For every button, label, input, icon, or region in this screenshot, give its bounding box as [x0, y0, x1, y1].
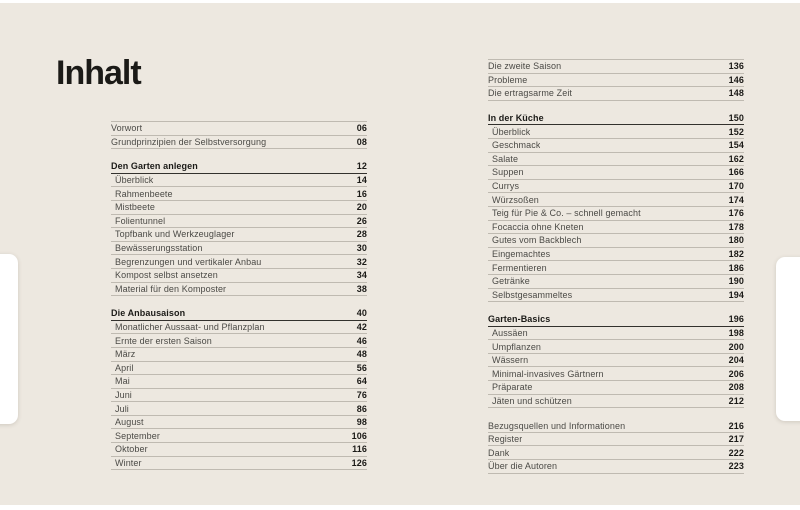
toc-entry-page: 30 [356, 243, 367, 254]
toc-entry-label: Getränke [492, 276, 530, 287]
toc-entry-label: Winter [115, 457, 142, 468]
toc-entry-page: 32 [356, 256, 367, 267]
toc-entry-label: Register [488, 434, 523, 445]
toc-entry [111, 375, 367, 389]
toc-entry-page: 64 [356, 376, 367, 387]
toc-entry [111, 389, 367, 403]
toc-entry-label: Wässern [492, 355, 529, 366]
toc-entry-label: Monatlicher Aussaat- und Pflanzplan [115, 322, 265, 333]
toc-entry-page: 38 [356, 283, 367, 294]
toc-entry-label: Bewässerungsstation [115, 243, 203, 254]
toc-entry-label: Minimal-invasives Gärtnern [492, 368, 604, 379]
toc-entry-page: 212 [728, 395, 744, 406]
toc-entry-label: Geschmack [492, 140, 541, 151]
toc-entry [488, 275, 744, 289]
toc-entry-page: 146 [728, 74, 744, 85]
toc-entry [488, 367, 744, 381]
toc-entry-page: 16 [356, 188, 367, 199]
toc-entry-page: 150 [728, 113, 744, 124]
toc-entry-label: Umpflanzen [492, 341, 542, 352]
toc-entry-page: 136 [728, 61, 744, 72]
toc-entry-page: 42 [356, 322, 367, 333]
toc-entry-page: 26 [356, 215, 367, 226]
toc-entry-label: Salate [492, 153, 519, 164]
toc-group [488, 112, 744, 302]
toc-section-header [488, 112, 744, 126]
toc-entry-page: 178 [728, 221, 744, 232]
toc-entry [488, 248, 744, 262]
page-turn-left-tab[interactable] [0, 254, 18, 424]
toc-entry-label: Die Anbausaison [111, 308, 186, 319]
toc-group [111, 307, 367, 470]
page-title: Inhalt [56, 54, 141, 92]
toc-entry [488, 180, 744, 194]
toc-entry-page: 222 [728, 447, 744, 458]
toc-entry-page: 20 [356, 202, 367, 213]
toc-entry [488, 327, 744, 341]
toc-entry-label: Überblick [492, 126, 531, 137]
toc-entry-page: 48 [356, 349, 367, 360]
toc-entry-label: Eingemachtes [492, 249, 551, 260]
toc-entry [488, 74, 744, 88]
toc-entry-label: Dank [488, 447, 510, 458]
toc-entry-label: Selbstgesammeltes [492, 289, 573, 300]
toc-entry-page: 152 [728, 126, 744, 137]
toc-entry-page: 204 [728, 355, 744, 366]
toc-entry [111, 255, 367, 269]
toc-entry [488, 433, 744, 447]
toc-entry-page: 186 [728, 262, 744, 273]
toc-entry [488, 289, 744, 303]
page-turn-right-tab[interactable] [776, 257, 800, 421]
toc-section-header [488, 313, 744, 327]
toc-entry-page: 196 [728, 314, 744, 325]
toc-entry-page: 180 [728, 235, 744, 246]
toc-entry-label: Die zweite Saison [488, 61, 562, 72]
toc-entry [111, 174, 367, 188]
toc-entry-page: 170 [728, 181, 744, 192]
toc-entry-page: 08 [356, 136, 367, 147]
toc-entry [111, 416, 367, 430]
toc-entry [488, 354, 744, 368]
toc-entry-label: Juli [115, 403, 129, 414]
toc-group [111, 122, 367, 149]
toc-entry [488, 139, 744, 153]
toc-entry-page: 148 [728, 88, 744, 99]
toc-entry [488, 60, 744, 74]
toc-entry-label: Aussäen [492, 327, 528, 338]
toc-entry-page: 198 [728, 327, 744, 338]
toc-entry-label: Über die Autoren [488, 461, 558, 472]
toc-entry-label: September [115, 430, 160, 441]
toc-entry [488, 381, 744, 395]
toc-entry-page: 216 [728, 420, 744, 431]
toc-entry-page: 14 [356, 175, 367, 186]
toc-entry-page: 166 [728, 167, 744, 178]
toc-entry [111, 242, 367, 256]
toc-entry-page: 126 [351, 457, 367, 468]
toc-entry [111, 362, 367, 376]
toc-entry-page: 12 [356, 161, 367, 172]
toc-section-header [111, 160, 367, 174]
toc-column-right [488, 59, 744, 474]
toc-entry-page: 56 [356, 362, 367, 373]
toc-entry-page: 217 [728, 434, 744, 445]
toc-entry [111, 187, 367, 201]
toc-entry [488, 234, 744, 248]
toc-entry-page: 162 [728, 153, 744, 164]
toc-entry-label: Mai [115, 376, 130, 387]
toc-entry-label: Garten-Basics [488, 314, 551, 325]
toc-entry-page: 200 [728, 341, 744, 352]
toc-entry-label: Oktober [115, 444, 148, 455]
toc-entry [111, 136, 367, 150]
toc-entry [488, 340, 744, 354]
toc-entry-page: 76 [356, 389, 367, 400]
toc-entry-label: Rahmenbeete [115, 188, 173, 199]
toc-entry [111, 443, 367, 457]
toc-entry-page: 46 [356, 335, 367, 346]
toc-entry-label: Vorwort [111, 123, 143, 134]
toc-entry-label: Juni [115, 389, 132, 400]
toc-entry-page: 106 [351, 430, 367, 441]
toc-entry-label: Die ertragsarme Zeit [488, 88, 573, 99]
toc-entry [111, 228, 367, 242]
toc-entry-page: 86 [356, 403, 367, 414]
toc-entry-label: Jäten und schützen [492, 395, 572, 406]
toc-entry [488, 166, 744, 180]
toc-entry-label: Begrenzungen und vertikaler Anbau [115, 256, 262, 267]
toc-entry-label: Folientunnel [115, 215, 166, 226]
toc-entry [488, 395, 744, 409]
toc-group [111, 160, 367, 296]
toc-entry [488, 261, 744, 275]
toc-entry [488, 207, 744, 221]
toc-entry-label: Bezugsquellen und Informationen [488, 420, 626, 431]
toc-entry-page: 190 [728, 276, 744, 287]
toc-entry-label: Material für den Komposter [115, 283, 227, 294]
toc-entry [111, 269, 367, 283]
toc-entry [111, 201, 367, 215]
toc-entry-page: 176 [728, 208, 744, 219]
toc-entry-label: Präparate [492, 382, 533, 393]
toc-entry-label: April [115, 362, 134, 373]
toc-entry-label: Kompost selbst ansetzen [115, 270, 218, 281]
toc-entry [111, 283, 367, 297]
toc-entry [111, 429, 367, 443]
toc-entry [111, 334, 367, 348]
toc-entry [111, 122, 367, 136]
toc-entry [488, 446, 744, 460]
toc-entry-label: Grundprinzipien der Selbstversorgung [111, 136, 267, 147]
toc-group [488, 60, 744, 101]
toc-entry-label: Mistbeete [115, 202, 155, 213]
toc-group [488, 419, 744, 473]
toc-entry-label: Ernte der ersten Saison [115, 335, 212, 346]
toc-entry [111, 348, 367, 362]
toc-entry-page: 06 [356, 123, 367, 134]
toc-entry-label: Probleme [488, 74, 528, 85]
toc-entry-page: 223 [728, 461, 744, 472]
toc-entry-label: In der Küche [488, 113, 544, 124]
toc-group [488, 313, 744, 408]
toc-entry [111, 402, 367, 416]
toc-entry [488, 221, 744, 235]
toc-entry-label: Teig für Pie & Co. – schnell gemacht [492, 208, 641, 219]
toc-entry [488, 125, 744, 139]
toc-entry-page: 182 [728, 249, 744, 260]
toc-entry-label: Den Garten anlegen [111, 161, 198, 172]
toc-entry-page: 154 [728, 140, 744, 151]
toc-entry-label: August [115, 417, 144, 428]
toc-entry-label: Würzsoßen [492, 194, 539, 205]
toc-entry-page: 174 [728, 194, 744, 205]
toc-entry-label: Currys [492, 181, 520, 192]
toc-entry-label: Focaccia ohne Kneten [492, 221, 584, 232]
toc-entry [111, 215, 367, 229]
toc-entry-page: 34 [356, 270, 367, 281]
toc-entry [111, 321, 367, 335]
toc-entry-page: 116 [352, 444, 367, 455]
toc-entry-page: 194 [728, 289, 744, 300]
toc-entry-page: 206 [728, 368, 744, 379]
toc-entry [488, 87, 744, 101]
toc-entry-page: 28 [356, 229, 367, 240]
toc-entry-label: Suppen [492, 167, 524, 178]
toc-entry-label: Fermentieren [492, 262, 547, 273]
toc-column-left [111, 121, 367, 470]
toc-entry-label: Gutes vom Backblech [492, 235, 582, 246]
toc-entry-page: 40 [356, 308, 367, 319]
toc-entry-label: Topfbank und Werkzeuglager [115, 229, 235, 240]
toc-entry [488, 153, 744, 167]
toc-entry-label: März [115, 349, 136, 360]
toc-entry [488, 193, 744, 207]
toc-entry [488, 419, 744, 433]
toc-entry [111, 457, 367, 471]
toc-entry-page: 208 [728, 382, 744, 393]
toc-entry [488, 460, 744, 474]
toc-section-header [111, 307, 367, 321]
toc-entry-page: 98 [356, 417, 367, 428]
toc-entry-label: Überblick [115, 175, 154, 186]
